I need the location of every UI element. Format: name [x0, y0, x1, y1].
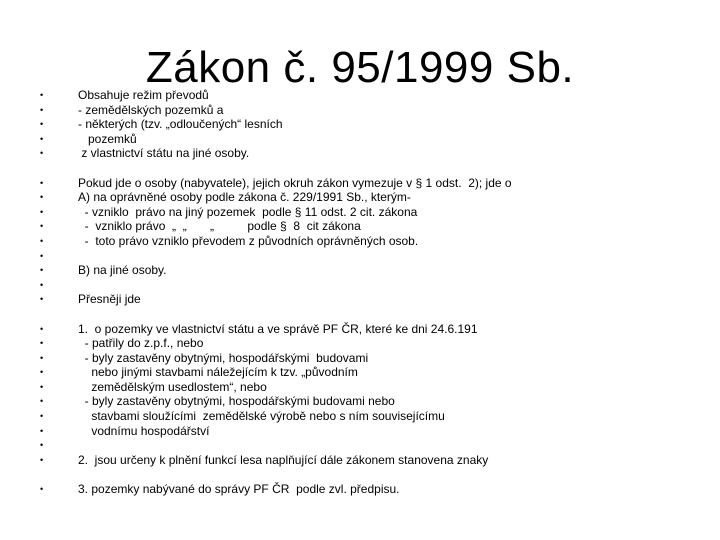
bullet-icon: • [40, 119, 44, 130]
bullet-text: Obsahuje režim převodů [78, 88, 209, 102]
bullet-icon: • [40, 338, 44, 349]
bullet-line [40, 394, 700, 409]
bullet-text: A) na oprávněné osoby podle zákona č. 229/1991 Sb., kterým- [78, 190, 411, 205]
bullet-icon: • [40, 484, 44, 495]
bullet-text: - zemědělských pozemků a [78, 102, 224, 117]
bullet-icon: • [40, 133, 44, 144]
bullet-line [40, 365, 700, 380]
bullet-line [40, 278, 700, 293]
bullet-line [40, 234, 700, 249]
bullet-icon: • [40, 294, 44, 305]
bullet-line [40, 351, 700, 366]
group-gap [40, 467, 700, 482]
bullet-text: vodnímu hospodářství [78, 423, 210, 438]
bullet-text: - patřily do z.p.f., nebo [78, 336, 204, 351]
bullet-icon: • [40, 265, 44, 276]
bullet-text: Pokud jde o osoby (nabyvatele), jejich okruh zákon vymezuje v § 1 odst. 2); jde o [78, 175, 512, 190]
bullet-icon: • [40, 235, 44, 246]
bullet-icon: • [40, 352, 44, 363]
bullet-text: - byly zastavěny obytnými, hospodářskými budovami nebo [78, 394, 395, 409]
bullet-text: 1. o pozemky ve vlastnictví státu a ve správě PF ČR, které ke dni 24.6.191 [78, 321, 478, 336]
bullet-line [40, 263, 700, 278]
slide-body [40, 88, 700, 497]
bullet-icon: • [40, 381, 44, 392]
bullet-text: z vlastnictví státu na jiné osoby. [78, 146, 250, 161]
bullet-line [40, 117, 700, 132]
bullet-line [40, 336, 700, 351]
bullet-icon: • [40, 148, 44, 159]
bullet-icon: • [40, 454, 44, 465]
bullet-line [40, 482, 700, 497]
bullet-text: - některých (tzv. „odloučených“ lesních [78, 117, 283, 132]
bullet-line [40, 132, 700, 147]
bullet-line [40, 409, 700, 424]
bullet-text: 2. jsou určeny k plnění funkcí lesa naplňující dále zákonem stanovena znaky [78, 452, 489, 467]
bullet-line [40, 424, 700, 439]
group-gap [40, 161, 700, 176]
bullet-line [40, 103, 700, 118]
bullet-icon: • [40, 396, 44, 407]
bullet-text: - toto právo vzniklo převodem z původních oprávněných osob. [78, 233, 419, 248]
bullet-line [40, 380, 700, 395]
slide-title: Zákon č. 95/1999 Sb. [145, 43, 575, 92]
bullet-icon: • [40, 323, 44, 334]
bullet-text: - byly zastavěny obytnými, hospodářskými budovami [78, 350, 369, 365]
bullet-icon: • [40, 192, 44, 203]
bullet-icon: • [40, 250, 44, 261]
bullet-icon: • [40, 367, 44, 378]
bullet-text: B) na jiné osoby. [78, 263, 167, 278]
bullet-icon: • [40, 90, 44, 100]
bullet-line [40, 249, 700, 264]
bullet-line [40, 453, 700, 468]
bullet-icon: • [40, 104, 44, 115]
bullet-line [40, 438, 700, 453]
bullet-line [40, 190, 700, 205]
bullet-text: zemědělským usedlostem“, nebo [78, 379, 267, 394]
bullet-line [40, 88, 700, 103]
bullet-icon: • [40, 279, 44, 290]
bullet-icon: • [40, 440, 44, 451]
bullet-icon: • [40, 206, 44, 217]
bullet-text: 3. pozemky nabývané do správy PF ČR podle zvl. předpisu. [78, 482, 400, 497]
bullet-icon: • [40, 411, 44, 422]
bullet-icon: • [40, 221, 44, 232]
bullet-icon: • [40, 425, 44, 436]
bullet-text: nebo jinými stavbami náležejícím k tzv. „původním [78, 365, 358, 380]
group-gap [40, 307, 700, 322]
bullet-line [40, 146, 700, 161]
bullet-line [40, 176, 700, 191]
bullet-text: - vzniklo právo na jiný pozemek podle § 11 odst. 2 cit. zákona [78, 204, 418, 219]
bullet-text: stavbami sloužícími zemědělské výrobě nebo s ním souvisejícímu [78, 409, 445, 424]
bullet-text: - vzniklo právo „ „ „ podle § 8 cit zákona [78, 219, 361, 234]
bullet-line [40, 322, 700, 337]
bullet-line [40, 205, 700, 220]
bullet-text: pozemků [78, 131, 137, 146]
bullet-line [40, 292, 700, 307]
bullet-icon: • [40, 177, 44, 188]
bullet-text: Přesněji jde [78, 292, 141, 307]
bullet-line [40, 219, 700, 234]
